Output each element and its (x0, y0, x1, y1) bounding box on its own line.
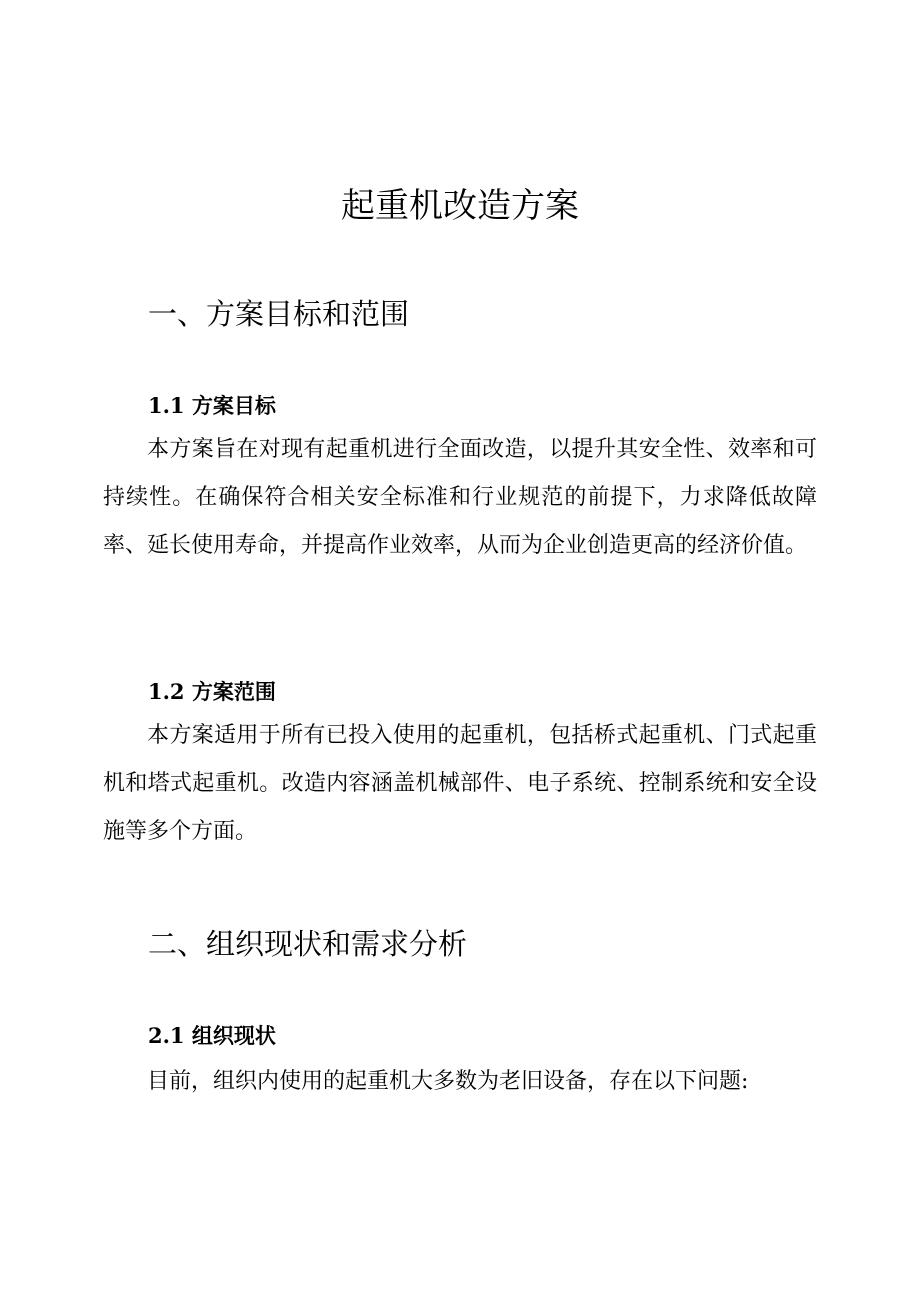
paragraph-1-2: 本方案适用于所有已投入使用的起重机，包括桥式起重机、门式起重机和塔式起重机。改造内容涵盖机械部件、电子系统、控制系统和安全设施等多个方面。 (103, 723, 817, 844)
paragraph-1-1: 本方案旨在对现有起重机进行全面改造，以提升其安全性、效率和可持续性。在确保符合相关安全标准和行业规范的前提下，力求降低故障率、延长使用寿命，并提高作业效率，从而为企业创造更高的经济价值。 (103, 437, 817, 558)
section-heading-2: 二、组织现状和需求分析 (148, 927, 468, 961)
document-title: 起重机改造方案 (341, 186, 579, 226)
section-heading-1: 一、方案目标和范围 (148, 297, 410, 331)
paragraph-2-1: 目前，组织内使用的起重机大多数为老旧设备，存在以下问题: (147, 1069, 749, 1094)
subsection-heading-1-2: 1.2 方案范围 (148, 679, 276, 704)
subsection-heading-2-1: 2.1 组织现状 (148, 1023, 276, 1048)
subsection-heading-1-1: 1.1 方案目标 (148, 393, 276, 418)
